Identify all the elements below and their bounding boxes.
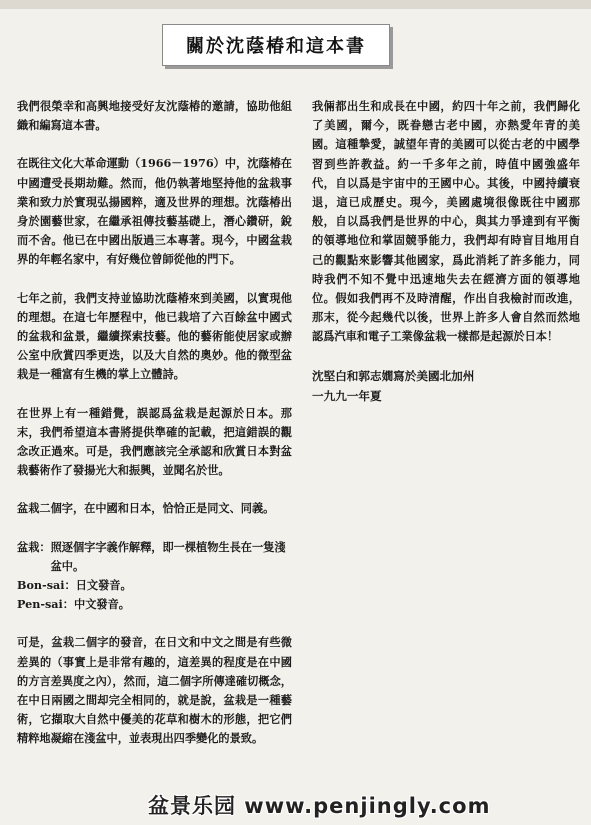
paragraph-pronunciation: 可是，盆栽二個字的發音，在日文和中文之間是有些微差異的（事實上是非常有趣的，這差異的程度是在中國的方言差異度之內），然而，這二個字所傳達確切概念，在中日兩國之間却完全相同的，就是說，盆栽是一種藝術，它擷取大自然中優美的花草和樹木的形態，把它們精粹地凝縮在淺盆中，並表現出四季變化的景致。 [17,635,292,746]
top-edge-strip [0,0,591,9]
paragraph-same-characters: 盆栽二個字，在中國和日本，恰恰正是同文、同義。 [17,501,275,516]
signature-authors: 沈堅白和郭志嫺寫於美國北加州 [312,368,475,383]
page-title: 關於沈蔭椿和這本書 [186,36,366,57]
signature-block [312,366,580,406]
definition-row [17,576,292,595]
paragraph-seven-years: 七年之前，我們支持並協助沈蔭椿來到美國，以實現他的理想。在這七年歷程中，他已栽培了六百餘盆中國式的盆栽和盆景，繼續探索技藝。他的藝術能使居家或辦公室中欣賞四季更迭，以及大自然的奧妙。他的微型盆栽是一種富有生機的掌上立體詩。 [17,290,292,382]
definition-text: 照逐個字字義作解釋，即一棵植物生長在一隻淺盆中。 [50,539,286,573]
paragraph-cultural-revolution: 在既往文化大革命運動（1966－1976）中，沈蔭椿在中國遭受長期劫難。然而，他仍執著地堅持他的盆栽事業和致力於實現弘揚國粹，適及世界的理想。沈蔭椿出身於園藝世家，在繼承祖傳技藝基礎上，潛心鑽研，銳而不舍。他已在中國出版過三本專著。現今，中國盆栽界的年輕名家中，有好幾位曾師從他的門下。 [17,156,292,267]
left-column [17,97,292,768]
paragraph-authors-background: 我倆都出生和成長在中國，約四十年之前，我們歸化了美國，爾今，既眷戀古老中國，亦熱愛年青的美國。這種摯愛，誠望年青的美國可以從古老的中國學習到些許教益。約一千多年之前，時值中國強盛年代，自以爲是宇宙中的王國中心。其後，中國持續衰退，這已成歷史。現今，美國處境很像既往中國那般，自以爲我們是世界的中心，與其力爭達到有平衡的領導地位和掌固競爭能力，我們却有時盲目地用自己的觀點來影響其他國家，爲此消耗了許多能力，同時我們不知不覺中迅速地失去在經濟方面的領導地位。假如我們再不及時清醒，作出自我檢討而改進，那末，從今起幾代以後，世界上許多人會自然而然地認爲汽車和電子工業像盆栽一樣都是起源於日本！ [312,99,580,344]
definition-term: Bon-sai： [17,578,76,593]
definition-text: 日文發音。 [75,578,132,593]
definition-term: 盆栽： [17,539,51,554]
definition-list [17,538,292,615]
title-box [162,24,390,66]
paragraph-origin-misconception: 在世界上有一種錯覺，誤認爲盆栽是起源於日本。那末，我們希望這本書將提供準確的記載，把這錯誤的觀念改正過來。可是，我們應該完全承認和欣賞日本對盆栽藝術作了發揚光大和振興，並聞名於世。 [17,405,292,478]
right-column [312,97,580,406]
definition-term: Pen-sai： [17,597,74,612]
definition-text: 中文發音。 [74,597,130,612]
signature-date: 一九九一年夏 [312,388,382,403]
paragraph-intro: 我們很榮幸和高興地接受好友沈蔭椿的邀請，協助他組織和編寫這本書。 [17,99,292,133]
site-watermark: 盆景乐园 www.penjingly.com [148,794,491,818]
definition-row [17,538,292,576]
definition-row [17,595,292,614]
